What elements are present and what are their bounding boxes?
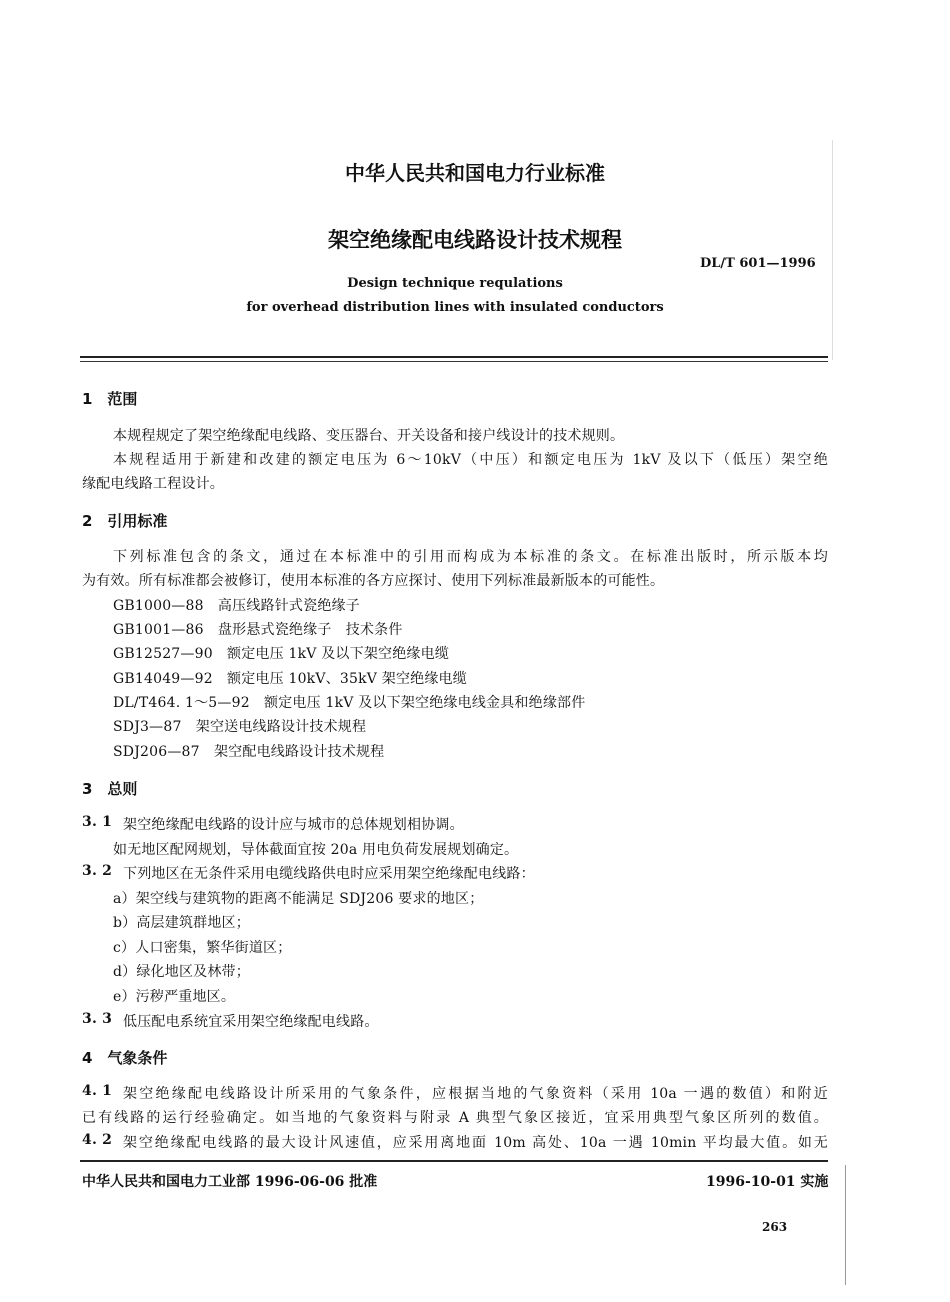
reference-item: SDJ3—87 架空送电线路设计技术规程 <box>113 719 367 735</box>
section-2-heading: 2 引用标准 <box>82 512 168 530</box>
effective-date: 1996-10-01 实施 <box>706 1174 829 1190</box>
list-item: a）架空线与建筑物的距离不能满足 SDJ206 要求的地区； <box>113 891 484 907</box>
clause-4-2-number: 4. 2 <box>82 1132 113 1148</box>
reference-item: GB12527—90 额定电压 1kV 及以下架空绝缘电缆 <box>113 646 450 662</box>
english-title-line1: Design technique requlations <box>347 276 563 291</box>
clause-4-1-number: 4. 1 <box>82 1083 113 1099</box>
list-item: e）污秽严重地区。 <box>113 989 236 1005</box>
header-rule-thin <box>80 361 828 362</box>
clause-3-2-text: 下列地区在无条件采用电缆线路供电时应采用架空绝缘配电线路： <box>123 866 535 882</box>
section-1-paragraph-2-line2: 缘配电线路工程设计。 <box>82 476 224 492</box>
section-1-paragraph-1: 本规程规定了架空绝缘配电线路、变压器台、开关设备和接户线设计的技术规则。 <box>113 428 625 444</box>
english-title-line2: for overhead distribution lines with insulated conductors <box>246 300 664 315</box>
clause-3-1-text: 架空绝缘配电线路的设计应与城市的总体规划相协调。 <box>123 817 464 833</box>
reference-item: GB1001—86 盘形悬式瓷绝缘子 技术条件 <box>113 622 403 638</box>
clause-3-3-number: 3. 3 <box>82 1011 113 1027</box>
section-2-paragraph-line1: 下列标准包含的条文，通过在本标准中的引用而构成为本标准的条文。在标准出版时，所示版本均 <box>113 549 828 565</box>
list-item: d）绿化地区及林带； <box>113 964 250 980</box>
clause-3-1-number: 3. 1 <box>82 814 113 830</box>
approval-line: 中华人民共和国电力工业部 1996-06-06 批准 <box>82 1174 378 1190</box>
section-2-paragraph-line2: 为有效。所有标准都会被修订，使用本标准的各方应探讨、使用下列标准最新版本的可能性。 <box>82 573 665 589</box>
reference-item: GB1000—88 高压线路针式瓷绝缘子 <box>113 598 360 614</box>
section-1-paragraph-2-line1: 本规程适用于新建和改建的额定电压为 6～10kV（中压）和额定电压为 1kV 及以下（低压）架空绝 <box>113 452 828 468</box>
clause-4-2-text: 架空绝缘配电线路的最大设计风速值，应采用离地面 10m 高处、10a 一遇 10min 平均最大值。如无 <box>123 1135 828 1151</box>
list-item: b）高层建筑群地区； <box>113 915 250 931</box>
document-title: 架空绝缘配电线路设计技术规程 <box>328 228 622 252</box>
scan-edge-artifact <box>832 140 833 360</box>
reference-item: SDJ206—87 架空配电线路设计技术规程 <box>113 744 385 760</box>
section-4-heading: 4 气象条件 <box>82 1049 168 1067</box>
clause-3-3-text: 低压配电系统宜采用架空绝缘配电线路。 <box>123 1014 379 1030</box>
reference-item: GB14049—92 额定电压 10kV、35kV 架空绝缘电缆 <box>113 671 467 687</box>
org-title: 中华人民共和国电力行业标准 <box>345 161 605 185</box>
header-rule-thick <box>80 356 828 358</box>
footer-rule <box>80 1160 828 1162</box>
page-number: 263 <box>762 1220 788 1234</box>
section-3-heading: 3 总则 <box>82 780 138 798</box>
clause-4-1-text-line1: 架空绝缘配电线路设计所采用的气象条件，应根据当地的气象资料（采用 10a 一遇的数值）和附近 <box>123 1086 828 1102</box>
clause-3-1-text-2: 如无地区配网规划，导体截面宜按 20a 用电负荷发展规划确定。 <box>113 842 519 858</box>
clause-3-2-number: 3. 2 <box>82 863 113 879</box>
reference-item: DL/T464. 1～5—92 额定电压 1kV 及以下架空绝缘电线金具和绝缘部件 <box>113 695 586 711</box>
section-1-heading: 1 范围 <box>82 390 138 408</box>
clause-4-1-text-line2: 已有线路的运行经验确定。如当地的气象资料与附录 A 典型气象区接近，宜采用典型气象区所列的数值。 <box>82 1110 828 1126</box>
list-item: c）人口密集，繁华街道区； <box>113 940 292 956</box>
standard-number: DL/T 601—1996 <box>700 256 816 271</box>
scan-edge-artifact <box>845 1165 846 1285</box>
